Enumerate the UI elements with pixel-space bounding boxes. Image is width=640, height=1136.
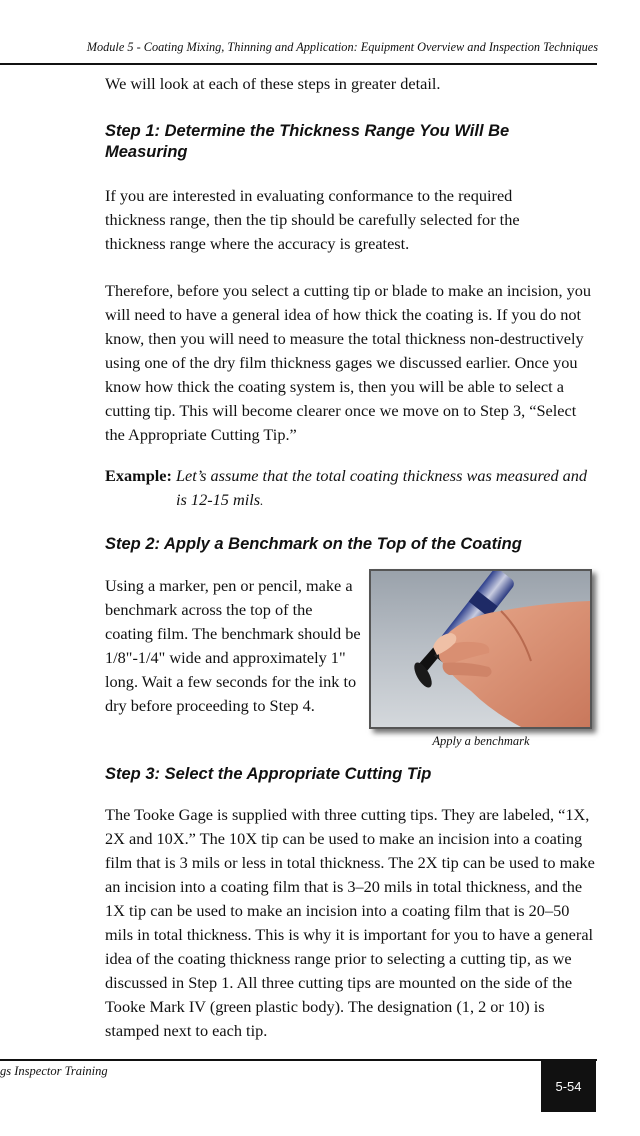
- example-label: Example:: [105, 466, 172, 485]
- step3-heading: Step 3: Select the Appropriate Cutting Tip: [105, 765, 432, 783]
- photo-caption: Apply a benchmark: [432, 734, 530, 748]
- example-sentence: Let’s assume that the total coating thickness was measured and is 12-15 mils: [176, 466, 588, 509]
- footer-rule: [0, 1059, 597, 1061]
- step1-paragraph-2: Therefore, before you select a cutting tip or blade to make an incision, you will need to have a general idea of how thick the coating is. If you do not know, then you will need to measure the total thickness non-destructively using one of the dry film thickness gages we discussed earlier. Once you know how thick the coating system is, then you will be able to select a cutting tip. This will become clearer once we move on to Step 3, “Select the Appropriate Cutting Tip.”: [105, 281, 592, 444]
- step2-paragraph: Using a marker, pen or pencil, make a benchmark across the top of the coating film. The benchmark should be 1/8"-1/4" wide and approximately 1" long. Wait a few seconds for the ink to dry before proceeding to Step 4.: [105, 576, 361, 715]
- header-rule: [0, 63, 597, 65]
- step3-paragraph: The Tooke Gage is supplied with three cutting tips. They are labeled, “1X, 2X and 10X.” The 10X tip can be used to make an incision into a coating film that is 3 mils or less in total thickness. The 2X tip can be used to make an incision into a coating film that is 3–20 mils in total thickness, and the 1X tip can be used to make an incision into a coating film that is 20–50 mils in total thickness. This is why it is important for you to have a general idea of the coating thickness range prior to selecting a cutting tip, as we discussed in Step 1. All three cutting tips are mounted on the side of the Tooke Mark IV (green plastic body). The designation (1, 2 or 10) is stamped next to each tip.: [105, 805, 595, 1040]
- example-period: .: [260, 493, 264, 508]
- page-number: 5-54: [555, 1079, 582, 1094]
- intro-text: We will look at each of these steps in greater detail.: [105, 74, 441, 93]
- step1-heading: Step 1: Determine the Thickness Range You Will Be Measuring: [105, 122, 510, 161]
- running-header: Module 5 - Coating Mixing, Thinning and Application: Equipment Overview and Inspection Techniques: [86, 40, 598, 54]
- step2-heading: Step 2: Apply a Benchmark on the Top of the Coating: [105, 535, 522, 553]
- footer-course-title: gs Inspector Training: [0, 1064, 108, 1078]
- hand-marker-illustration: [371, 571, 590, 727]
- benchmark-photo: [369, 569, 592, 729]
- page-number-badge: [541, 1061, 596, 1112]
- step1-paragraph-1: If you are interested in evaluating conformance to the required thickness range, then the tip should be carefully selected for the thickness range where the accuracy is greatest.: [105, 186, 520, 253]
- example-text: [176, 464, 596, 513]
